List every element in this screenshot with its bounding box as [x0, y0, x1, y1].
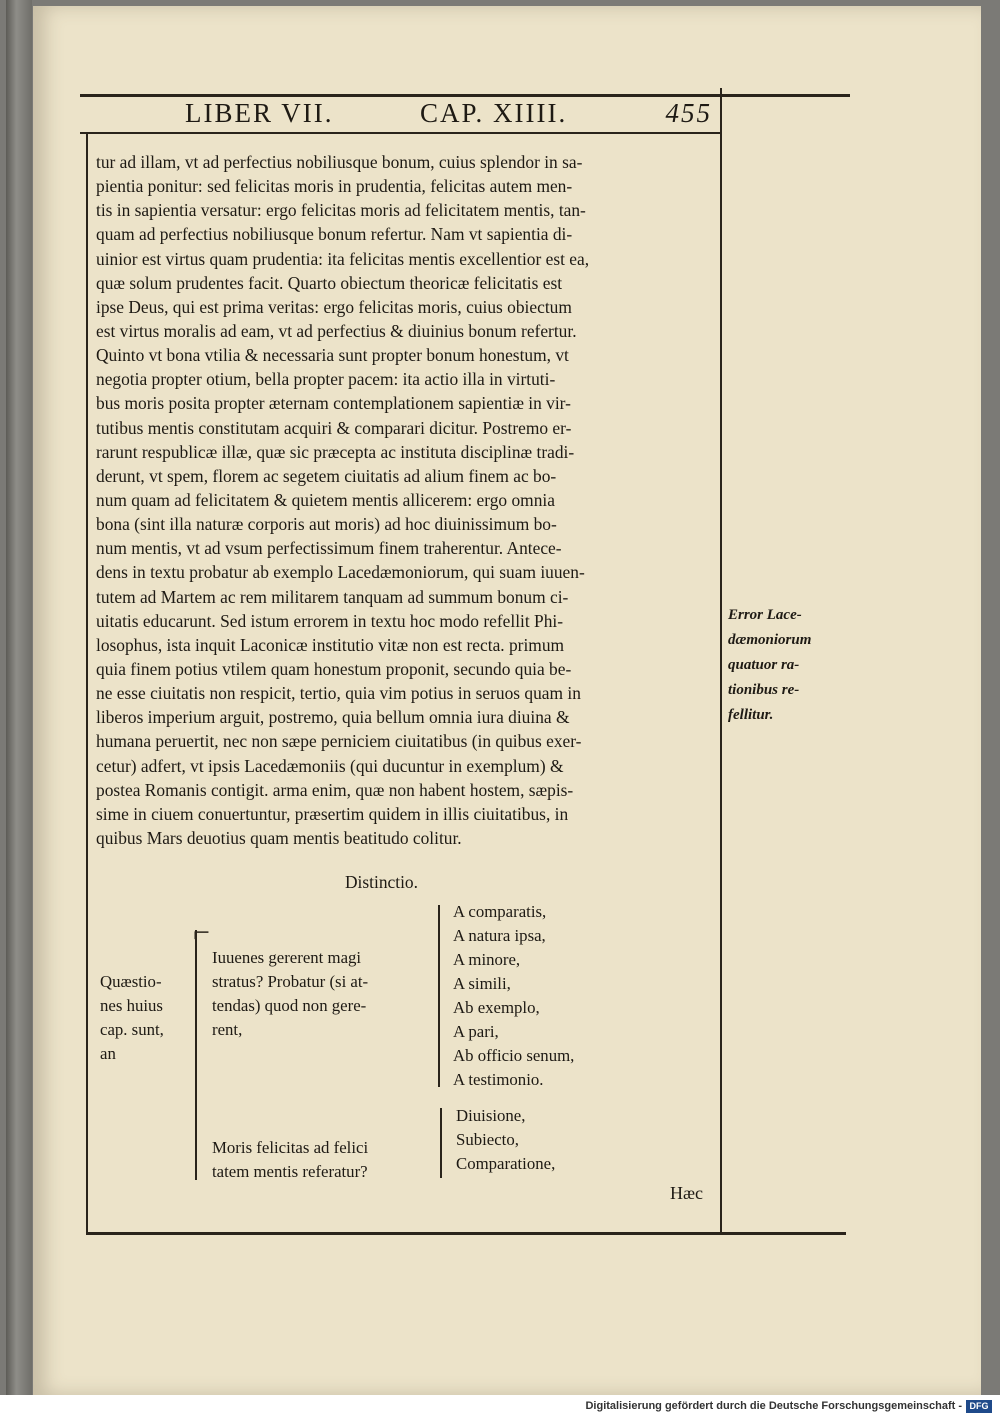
- proofs-2-brace-bar: [440, 1108, 442, 1178]
- dfg-logo: DFG: [966, 1400, 992, 1413]
- distinctio-heading: Distinctio.: [345, 872, 418, 892]
- root-brace-bar: [195, 930, 197, 1180]
- root-line: cap. sunt,: [100, 1020, 164, 1039]
- bottom-rule: [86, 1232, 846, 1235]
- proof-line: A simili,: [453, 974, 511, 993]
- text-line: derunt, vt spem, florem ac segetem ciuitatis ad alium finem ac bo-: [96, 465, 557, 486]
- marginal-line: tionibus re-: [728, 682, 800, 698]
- proof-line: Comparatione,: [456, 1154, 556, 1173]
- text-line: tutibus mentis constitutam acquiri & comparari dicitur. Postremo er-: [96, 417, 572, 438]
- marginal-line: Error Lace-: [728, 607, 802, 623]
- text-line: quia finem potius vtilem quam honestum proponit, secundo quia be-: [96, 658, 572, 679]
- text-line: bona (sint illa naturæ corporis aut moris) ad hoc diuinissimum bo-: [96, 514, 557, 535]
- text-line: Quinto vt bona vtilia & necessaria sunt propter bonum honestum, vt: [96, 345, 569, 366]
- left-frame-line: [86, 132, 88, 1234]
- text-line: tutem ad Martem ac rem militarem tanquam ad summum bonum ci-: [96, 586, 569, 607]
- proof-line: A comparatis,: [453, 902, 547, 921]
- distinctio-question-1: [212, 946, 368, 1042]
- root-line: an: [100, 1044, 116, 1063]
- question-2-line: Moris felicitas ad felici: [212, 1138, 369, 1157]
- text-line: sime in ciuem conuertuntur, præsertim quidem in illis ciuitatibus, in: [96, 803, 569, 824]
- question-1-line: Iuuenes gererent magi: [212, 948, 362, 967]
- funding-credit: Digitalisierung gefördert durch die Deutsche Forschungsgemeinschaft -: [585, 1400, 962, 1412]
- proof-line: A testimonio.: [453, 1070, 544, 1089]
- catchword: Hæc: [670, 1183, 703, 1203]
- text-line: quam ad perfectius nobiliusque bonum refertur. Nam vt sapientia di-: [96, 224, 573, 245]
- text-line: num quam ad felicitatem & quietem mentis allicerem: ergo omnia: [96, 489, 555, 510]
- running-title-chapter: CAP. XIIII.: [420, 98, 568, 128]
- text-line: uitatis educarunt. Sed istum errorem in textu hoc modo refellit Phi-: [96, 610, 564, 631]
- distinctio-root: [100, 970, 164, 1066]
- proof-line: Subiecto,: [456, 1130, 519, 1149]
- distinctio-question-1-proofs: [453, 900, 574, 1092]
- text-line: bus moris posita propter æternam contemplationem sapientiæ in vir-: [96, 393, 571, 414]
- marginal-note: [728, 603, 848, 728]
- marginal-line: quatuor ra-: [728, 657, 800, 673]
- running-header: [90, 98, 712, 132]
- proof-line: A minore,: [453, 950, 521, 969]
- top-rule: [80, 94, 850, 97]
- question-1-line: stratus? Probatur (si at-: [212, 972, 369, 991]
- proof-line: Ab officio senum,: [453, 1046, 575, 1065]
- question-1-line: tendas) quod non gere-: [212, 996, 367, 1015]
- page-number: 455: [665, 98, 712, 128]
- distinctio-question-2-proofs: [456, 1104, 555, 1176]
- text-line: negotia propter otium, bella propter pacem: ita actio illa in virtuti-: [96, 369, 556, 390]
- header-rule: [80, 132, 720, 134]
- running-title-book: LIBER VII.: [185, 98, 334, 128]
- text-line: num mentis, vt ad vsum perfectissimum finem traherentur. Antece-: [96, 538, 562, 559]
- text-line: pientia ponitur: sed felicitas moris in prudentia, felicitas autem men-: [96, 176, 573, 197]
- book-spine: [6, 0, 32, 1395]
- text-line: quæ solum prudentes facit. Quarto obiectum theoricæ felicitatis est: [96, 272, 563, 293]
- text-line: ne esse ciuitatis non respicit, tertio, quia vim potius in seruos quam in: [96, 683, 581, 704]
- text-line: humana peruertit, nec non sæpe perniciem ciuitatibus (in quibus exer-: [96, 731, 582, 752]
- root-line: Quæstio-: [100, 972, 162, 991]
- proof-line: Ab exemplo,: [453, 998, 540, 1017]
- text-line: est virtus moralis ad eam, vt ad perfectius & diuinius bonum refertur.: [96, 320, 577, 341]
- marginal-line: fellitur.: [728, 707, 774, 723]
- text-line: dens in textu probatur ab exemplo Lacedæmoniorum, qui suam iuuen-: [96, 562, 585, 583]
- question-2-line: tatem mentis referatur?: [212, 1162, 368, 1181]
- text-line: ipse Deus, qui est prima veritas: ergo felicitas moris, cuius obiectum: [96, 296, 572, 317]
- digitization-footer: [0, 1398, 1000, 1419]
- text-line: tis in sapientia versatur: ergo felicitas moris ad felicitatem mentis, tan-: [96, 200, 586, 221]
- proof-line: A natura ipsa,: [453, 926, 546, 945]
- question-1-line: rent,: [212, 1020, 243, 1039]
- distinctio-question-2: [212, 1136, 368, 1184]
- text-line: uinior est virtus quam prudentia: ita felicitas mentis excellentior est ea,: [96, 248, 590, 269]
- text-line: quibus Mars deuotius quam mentis beatitudo colitur.: [96, 827, 462, 848]
- text-line: rarunt respublicæ illæ, quæ sic præcepta ac instituta disciplinæ tradi-: [96, 441, 575, 462]
- text-line: liberos imperium arguit, postremo, quia bellum omnia iura diuina &: [96, 707, 570, 728]
- text-line: cetur) adfert, vt ipsis Lacedæmoniis (qui ducuntur in exemplum) &: [96, 755, 564, 776]
- text-line: losophus, ista inquit Laconicæ institutio vitæ non est recta. primum: [96, 634, 565, 655]
- root-line: nes huius: [100, 996, 163, 1015]
- proof-line: Diuisione,: [456, 1106, 526, 1125]
- margin-frame-line: [720, 88, 722, 1234]
- text-line: postea Romanis contigit. arma enim, quæ non habent hostem, sæpis-: [96, 779, 574, 800]
- marginal-line: dæmoniorum: [728, 632, 812, 648]
- proof-line: A pari,: [453, 1022, 499, 1041]
- root-brace-top: ⌐: [193, 916, 210, 949]
- proofs-1-brace-bar: [438, 905, 440, 1087]
- text-line: tur ad illam, vt ad perfectius nobiliusque bonum, cuius splendor in sa-: [96, 152, 583, 172]
- main-text-block: [96, 150, 710, 850]
